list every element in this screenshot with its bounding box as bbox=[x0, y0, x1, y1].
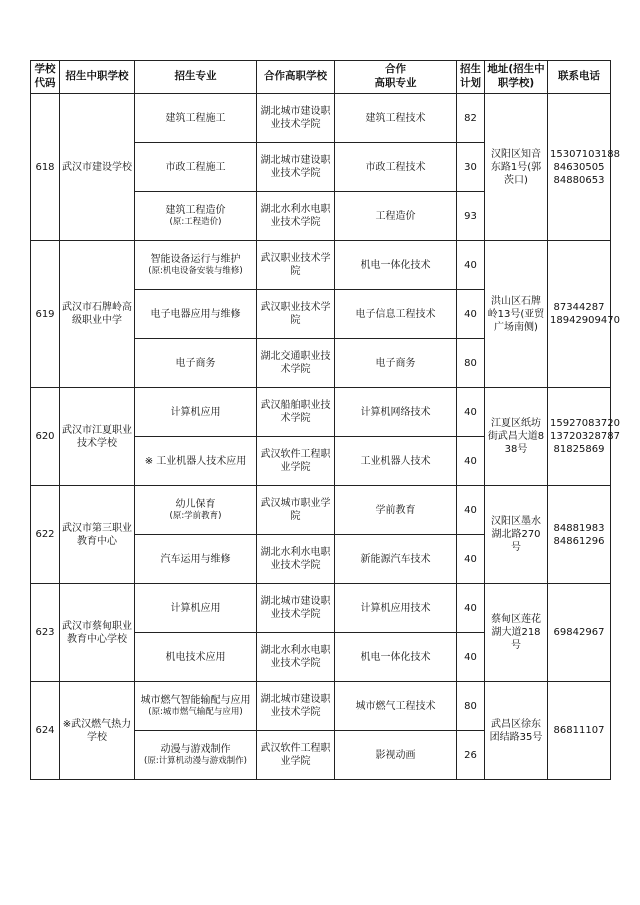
major-cell bbox=[135, 143, 257, 192]
header-phone: 联系电话 bbox=[548, 61, 611, 94]
partner-college-cell: 武汉软件工程职业学院 bbox=[257, 731, 335, 780]
partner-major-cell: 机电一体化技术 bbox=[335, 633, 457, 682]
school-name-cell: 武汉市第三职业教育中心 bbox=[60, 486, 135, 584]
major-cell bbox=[135, 290, 257, 339]
phone-cell bbox=[548, 584, 611, 682]
phone-number: 18942909470 bbox=[550, 315, 620, 326]
major-name: 幼儿保育 bbox=[175, 498, 216, 510]
phone-cell bbox=[548, 388, 620, 486]
plan-cell: 80 bbox=[457, 682, 485, 731]
school-code-cell: 622 bbox=[31, 486, 60, 584]
address-cell: 洪山区石牌岭13号(亚贸广场南侧) bbox=[485, 241, 548, 388]
table-row bbox=[31, 241, 611, 290]
phone-number: 69842967 bbox=[553, 627, 605, 638]
partner-major-cell: 新能源汽车技术 bbox=[335, 535, 457, 584]
plan-cell: 93 bbox=[457, 192, 485, 241]
phone-number: 81825869 bbox=[553, 444, 605, 455]
major-former-name: (原:学前教育) bbox=[169, 510, 222, 521]
major-name: 电子商务 bbox=[175, 357, 216, 369]
phone-cell bbox=[548, 486, 611, 584]
header-plan: 招生计划 bbox=[457, 61, 485, 94]
major-name: 城市燃气智能输配与应用 bbox=[140, 694, 251, 706]
major-name: 市政工程施工 bbox=[165, 161, 226, 173]
phone-number: 84881983 bbox=[553, 522, 605, 534]
phone-number: 84880653 bbox=[553, 174, 605, 186]
major-cell bbox=[135, 535, 257, 584]
partner-college-cell: 湖北水利水电职业技术学院 bbox=[257, 535, 335, 584]
major-cell bbox=[135, 241, 257, 290]
phone-number: 86811107 bbox=[553, 725, 605, 736]
partner-major-cell: 建筑工程技术 bbox=[335, 94, 457, 143]
major-cell bbox=[135, 339, 257, 388]
major-former-name: (原:城市燃气输配与应用) bbox=[148, 706, 243, 717]
plan-cell: 40 bbox=[457, 241, 485, 290]
table-row bbox=[31, 682, 611, 731]
major-former-name: (原:工程造价) bbox=[169, 216, 222, 227]
partner-college-cell: 武汉软件工程职业学院 bbox=[257, 437, 335, 486]
header-school-name: 招生中职学校 bbox=[60, 61, 135, 94]
phone-number: 87344287 bbox=[553, 302, 605, 313]
partner-major-cell: 机电一体化技术 bbox=[335, 241, 457, 290]
school-name-cell: 武汉市建设学校 bbox=[60, 94, 135, 241]
phone-cell bbox=[548, 682, 611, 780]
plan-cell: 40 bbox=[457, 437, 485, 486]
phone-number: 84630505 bbox=[553, 161, 605, 173]
phone-number: 15927083720 bbox=[550, 418, 620, 429]
major-former-name: (原:计算机动漫与游戏制作) bbox=[144, 755, 247, 766]
plan-cell: 82 bbox=[457, 94, 485, 143]
plan-cell: 26 bbox=[457, 731, 485, 780]
partner-college-cell: 湖北水利水电职业技术学院 bbox=[257, 192, 335, 241]
partner-college-cell: 湖北城市建设职业技术学院 bbox=[257, 682, 335, 731]
school-name-cell: 武汉市蔡甸职业教育中心学校 bbox=[60, 584, 135, 682]
table-row bbox=[31, 486, 611, 535]
school-code-cell: 624 bbox=[31, 682, 60, 780]
major-former-name: (原:机电设备安装与维修) bbox=[148, 265, 243, 276]
partner-college-cell: 武汉职业技术学院 bbox=[257, 290, 335, 339]
school-code-cell: 623 bbox=[31, 584, 60, 682]
partner-major-cell: 电子信息工程技术 bbox=[335, 290, 457, 339]
partner-major-cell: 电子商务 bbox=[335, 339, 457, 388]
school-code-cell: 620 bbox=[31, 388, 60, 486]
enrollment-table bbox=[30, 60, 620, 780]
school-code-cell: 619 bbox=[31, 241, 60, 388]
partner-college-cell: 湖北城市建设职业技术学院 bbox=[257, 584, 335, 633]
header-major: 招生专业 bbox=[135, 61, 257, 94]
header-partner-major-line1: 合作 bbox=[385, 63, 406, 76]
partner-college-cell: 湖北城市建设职业技术学院 bbox=[257, 143, 335, 192]
plan-cell: 30 bbox=[457, 143, 485, 192]
school-name-cell: 武汉市石牌岭高级职业中学 bbox=[60, 241, 135, 388]
plan-cell: 40 bbox=[457, 535, 485, 584]
plan-cell: 40 bbox=[457, 290, 485, 339]
major-name: 计算机应用 bbox=[170, 406, 221, 418]
partner-college-cell: 武汉城市职业学院 bbox=[257, 486, 335, 535]
major-name: ※ 工业机器人技术应用 bbox=[144, 455, 247, 467]
partner-major-cell: 计算机网络技术 bbox=[335, 388, 457, 437]
major-cell bbox=[135, 192, 257, 241]
major-name: 动漫与游戏制作 bbox=[160, 743, 231, 755]
major-cell bbox=[135, 94, 257, 143]
plan-cell: 40 bbox=[457, 584, 485, 633]
address-cell: 蔡甸区莲花湖大道218号 bbox=[485, 584, 548, 682]
table-row bbox=[31, 388, 611, 437]
phone-number: 13720328787 bbox=[550, 431, 620, 442]
major-cell bbox=[135, 682, 257, 731]
address-cell: 江夏区纸坊街武昌大道838号 bbox=[485, 388, 548, 486]
table-header bbox=[31, 61, 611, 94]
plan-cell: 40 bbox=[457, 388, 485, 437]
partner-major-cell: 计算机应用技术 bbox=[335, 584, 457, 633]
plan-cell: 40 bbox=[457, 486, 485, 535]
major-cell bbox=[135, 486, 257, 535]
partner-major-cell: 影视动画 bbox=[335, 731, 457, 780]
school-name-cell: 武汉市江夏职业技术学校 bbox=[60, 388, 135, 486]
plan-cell: 80 bbox=[457, 339, 485, 388]
partner-major-cell: 市政工程技术 bbox=[335, 143, 457, 192]
major-name: 电子电器应用与维修 bbox=[150, 308, 241, 320]
address-cell: 汉阳区墨水湖北路270号 bbox=[485, 486, 548, 584]
table-row bbox=[31, 584, 611, 633]
major-cell bbox=[135, 437, 257, 486]
phone-cell bbox=[548, 241, 620, 388]
partner-major-cell: 工程造价 bbox=[335, 192, 457, 241]
major-cell bbox=[135, 388, 257, 437]
major-name: 机电技术应用 bbox=[165, 651, 226, 663]
partner-college-cell: 湖北交通职业技术学院 bbox=[257, 339, 335, 388]
table-body bbox=[31, 94, 620, 780]
address-cell: 汉阳区知音东路1号(郭茨口) bbox=[485, 94, 548, 241]
partner-college-cell: 武汉职业技术学院 bbox=[257, 241, 335, 290]
partner-college-cell: 武汉船舶职业技术学院 bbox=[257, 388, 335, 437]
major-name: 建筑工程造价 bbox=[165, 204, 226, 216]
phone-cell bbox=[548, 94, 620, 241]
plan-cell: 40 bbox=[457, 633, 485, 682]
table-row bbox=[31, 94, 611, 143]
header-partner-college: 合作高职学校 bbox=[257, 61, 335, 94]
header-address: 地址(招生中职学校) bbox=[485, 61, 548, 94]
partner-college-cell: 湖北城市建设职业技术学院 bbox=[257, 94, 335, 143]
header-partner-major-line2: 高职专业 bbox=[374, 77, 417, 89]
major-name: 汽车运用与维修 bbox=[160, 553, 231, 565]
school-code-cell: 618 bbox=[31, 94, 60, 241]
address-cell: 武昌区徐东团结路35号 bbox=[485, 682, 548, 780]
major-name: 建筑工程施工 bbox=[165, 112, 226, 124]
partner-college-cell: 湖北水利水电职业技术学院 bbox=[257, 633, 335, 682]
major-cell bbox=[135, 584, 257, 633]
school-name-cell: ※武汉燃气热力学校 bbox=[60, 682, 135, 780]
phone-number: 15307103188 bbox=[550, 148, 620, 160]
major-name: 智能设备运行与维护 bbox=[150, 253, 241, 265]
partner-major-cell: 城市燃气工程技术 bbox=[335, 682, 457, 731]
major-name: 计算机应用 bbox=[170, 602, 221, 614]
header-partner-major bbox=[335, 61, 457, 94]
partner-major-cell: 工业机器人技术 bbox=[335, 437, 457, 486]
major-cell bbox=[135, 633, 257, 682]
partner-major-cell: 学前教育 bbox=[335, 486, 457, 535]
header-school-code: 学校代码 bbox=[31, 61, 60, 94]
phone-number: 84861296 bbox=[553, 535, 605, 547]
major-cell bbox=[135, 731, 257, 780]
